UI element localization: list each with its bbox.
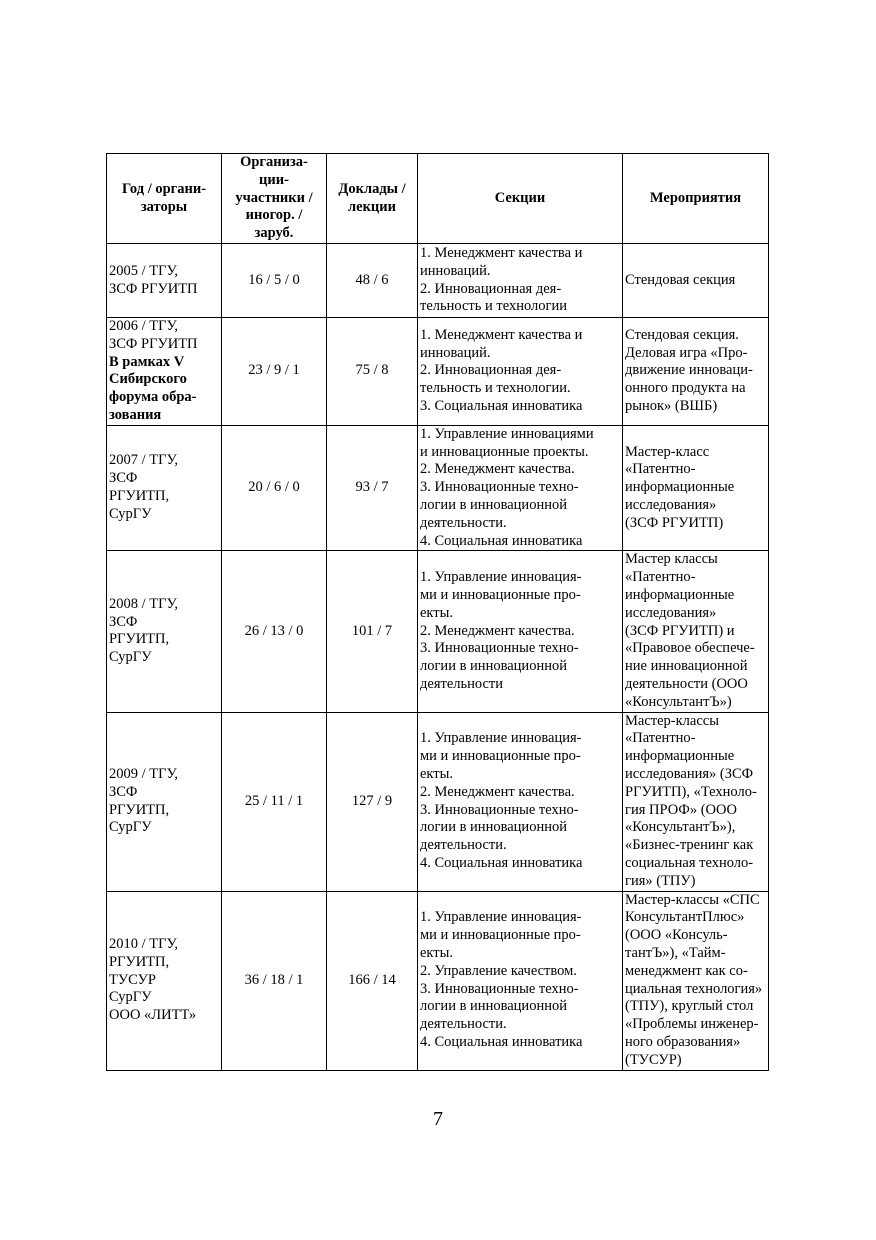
sections-line: логии в инновационной: [420, 819, 567, 836]
events-line: «Проблемы инженер-: [625, 1016, 759, 1033]
conference-table: [106, 153, 769, 1071]
sections-line: 2. Менеджмент качества.: [420, 461, 575, 478]
header-events: Мероприятия: [623, 154, 769, 244]
events-line: Мастер-класс: [625, 443, 710, 460]
year-line: СурГУ: [109, 819, 152, 836]
header-participants: Организа- ции- участники / иногор. / заруб.: [222, 154, 327, 244]
sections-line: 1. Управление инновация-: [420, 569, 582, 586]
events-line: Стендовая секция: [625, 271, 736, 288]
participants-cell: 25 / 11 / 1: [222, 712, 327, 891]
sections-line: логии в инновационной: [420, 998, 567, 1015]
table-row: [107, 551, 769, 712]
participants-cell: 20 / 6 / 0: [222, 425, 327, 551]
reports-cell: 101 / 7: [327, 551, 418, 712]
year-line: РГУИТП,: [109, 488, 170, 505]
sections-line: 4. Социальная инноватика: [420, 854, 583, 871]
year-line: СурГУ: [109, 989, 152, 1006]
sections-line: логии в инновационной: [420, 496, 567, 513]
year-line: ЗСФ РГУИТП: [109, 335, 198, 352]
year-line: РГУИТП,: [109, 801, 170, 818]
reports-cell: 48 / 6: [327, 244, 418, 318]
events-cell: [623, 551, 769, 712]
events-line: «Патентно-: [625, 569, 696, 586]
events-cell: [623, 318, 769, 426]
table-row: [107, 425, 769, 551]
events-line: «КонсультантЪ»),: [625, 819, 736, 836]
events-line: гия ПРОФ» (ООО: [625, 801, 737, 818]
table-row: [107, 244, 769, 318]
events-line: «КонсультантЪ»): [625, 693, 732, 710]
reports-cell: 127 / 9: [327, 712, 418, 891]
participants-cell: 26 / 13 / 0: [222, 551, 327, 712]
events-line: гия» (ТПУ): [625, 872, 696, 889]
table-body: [107, 244, 769, 1071]
sections-line: инноваций.: [420, 262, 491, 279]
events-line: исследования»: [625, 604, 717, 621]
events-line: рынок» (ВШБ): [625, 398, 718, 415]
year-bold-line: форума обра-: [109, 389, 197, 406]
events-line: циальная технология»: [625, 980, 763, 997]
sections-line: тельность и технологии: [420, 298, 567, 315]
sections-line: 3. Инновационные техно-: [420, 801, 579, 818]
sections-line: 3. Инновационные техно-: [420, 479, 579, 496]
year-line: ЗСФ: [109, 613, 138, 630]
sections-line: 1. Менеджмент качества и: [420, 244, 583, 261]
year-line: СурГУ: [109, 649, 152, 666]
sections-line: 1. Управление инновация-: [420, 730, 582, 747]
sections-cell: [418, 425, 623, 551]
sections-line: 2. Менеджмент качества.: [420, 622, 575, 639]
events-cell: [623, 891, 769, 1070]
participants-cell: 36 / 18 / 1: [222, 891, 327, 1070]
year-line: 2006 / ТГУ,: [109, 318, 179, 334]
events-line: РГУИТП), «Техноло-: [625, 783, 757, 800]
year-line: ООО «ЛИТТ»: [109, 1007, 197, 1024]
year-line: 2008 / ТГУ,: [109, 595, 179, 612]
year-organizers-cell: [107, 712, 222, 891]
sections-line: деятельности.: [420, 514, 507, 531]
events-line: «Патентно-: [625, 461, 696, 478]
sections-line: ми и инновационные про-: [420, 748, 581, 765]
sections-line: 2. Менеджмент качества.: [420, 783, 575, 800]
events-line: движение инноваци-: [625, 362, 753, 379]
events-line: ние инновационной: [625, 658, 748, 675]
sections-line: ми и инновационные про-: [420, 927, 581, 944]
sections-line: логии в инновационной: [420, 658, 567, 675]
sections-cell: [418, 244, 623, 318]
events-line: «Правовое обеспече-: [625, 640, 755, 657]
events-line: исследования»: [625, 496, 717, 513]
year-organizers-cell: [107, 318, 222, 426]
events-line: Стендовая секция.: [625, 326, 739, 343]
sections-cell: [418, 712, 623, 891]
year-bold-line: В рамках V: [109, 353, 185, 370]
sections-line: 1. Менеджмент качества и: [420, 326, 583, 343]
events-line: «Патентно-: [625, 730, 696, 747]
sections-line: 4. Социальная инноватика: [420, 532, 583, 549]
sections-line: 3. Социальная инноватика: [420, 398, 583, 415]
header-year: Год / органи- заторы: [107, 154, 222, 244]
year-line: ЗСФ: [109, 783, 138, 800]
year-organizers-cell: [107, 425, 222, 551]
events-line: (ТУСУР): [625, 1051, 682, 1068]
sections-line: инноваций.: [420, 344, 491, 361]
header-row: [107, 154, 769, 244]
events-cell: [623, 244, 769, 318]
sections-line: 2. Инновационная дея-: [420, 362, 562, 379]
events-cell: [623, 712, 769, 891]
events-line: КонсультантПлюс»: [625, 909, 745, 926]
sections-line: тельность и технологии.: [420, 380, 571, 397]
year-line: РГУИТП,: [109, 953, 170, 970]
reports-cell: 75 / 8: [327, 318, 418, 426]
participants-cell: 23 / 9 / 1: [222, 318, 327, 426]
events-line: «Бизнес-тренинг как: [625, 837, 754, 854]
table-row: [107, 318, 769, 426]
events-line: информационные: [625, 748, 735, 765]
sections-cell: [418, 318, 623, 426]
events-line: Мастер-классы «СПС: [625, 891, 760, 908]
sections-line: 4. Социальная инноватика: [420, 1033, 583, 1050]
table-row: [107, 712, 769, 891]
header-sections: Секции: [418, 154, 623, 244]
sections-line: 2. Инновационная дея-: [420, 280, 562, 297]
year-line: 2010 / ТГУ,: [109, 936, 179, 953]
reports-cell: 93 / 7: [327, 425, 418, 551]
sections-line: деятельности.: [420, 1016, 507, 1033]
events-line: информационные: [625, 586, 735, 603]
sections-cell: [418, 551, 623, 712]
events-line: информационные: [625, 479, 735, 496]
year-line: 2005 / ТГУ,: [109, 262, 179, 279]
year-organizers-cell: [107, 244, 222, 318]
sections-line: 1. Управление инновациями: [420, 425, 594, 442]
events-line: Деловая игра «Про-: [625, 344, 748, 361]
events-line: исследования» (ЗСФ: [625, 765, 754, 782]
year-line: ТУСУР: [109, 971, 156, 988]
year-line: СурГУ: [109, 505, 152, 522]
events-line: (ЗСФ РГУИТП): [625, 514, 724, 531]
events-line: Мастер классы: [625, 551, 718, 568]
sections-line: екты.: [420, 604, 453, 621]
sections-line: 3. Инновационные техно-: [420, 640, 579, 657]
events-line: деятельности (ООО: [625, 675, 748, 692]
participants-cell: 16 / 5 / 0: [222, 244, 327, 318]
header-reports: Доклады / лекции: [327, 154, 418, 244]
events-line: Мастер-классы: [625, 712, 719, 729]
sections-line: 2. Управление качеством.: [420, 962, 577, 979]
reports-cell: 166 / 14: [327, 891, 418, 1070]
sections-line: 1. Управление инновация-: [420, 909, 582, 926]
year-organizers-cell: [107, 551, 222, 712]
sections-line: деятельности.: [420, 837, 507, 854]
sections-line: екты.: [420, 944, 453, 961]
events-line: онного продукта на: [625, 380, 746, 397]
year-organizers-cell: [107, 891, 222, 1070]
events-line: менеджмент как со-: [625, 962, 748, 979]
page-number: 7: [433, 1108, 443, 1130]
events-line: (ТПУ), круглый стол: [625, 998, 754, 1015]
events-line: ного образования»: [625, 1033, 741, 1050]
year-bold-line: зования: [109, 406, 162, 423]
sections-line: ми и инновационные про-: [420, 586, 581, 603]
sections-line: екты.: [420, 765, 453, 782]
table-row: [107, 891, 769, 1070]
events-line: тантЪ»), «Тайм-: [625, 944, 726, 961]
year-line: ЗСФ: [109, 470, 138, 487]
year-line: 2009 / ТГУ,: [109, 765, 179, 782]
year-line: ЗСФ РГУИТП: [109, 280, 198, 297]
events-line: социальная техноло-: [625, 854, 754, 871]
sections-cell: [418, 891, 623, 1070]
sections-line: деятельности: [420, 675, 504, 692]
events-line: (ЗСФ РГУИТП) и: [625, 622, 735, 639]
sections-line: 3. Инновационные техно-: [420, 980, 579, 997]
year-line: РГУИТП,: [109, 631, 170, 648]
events-cell: [623, 425, 769, 551]
events-line: (ООО «Консуль-: [625, 927, 728, 944]
year-line: 2007 / ТГУ,: [109, 452, 179, 469]
sections-line: и инновационные проекты.: [420, 443, 589, 460]
year-bold-line: Сибирского: [109, 371, 187, 388]
